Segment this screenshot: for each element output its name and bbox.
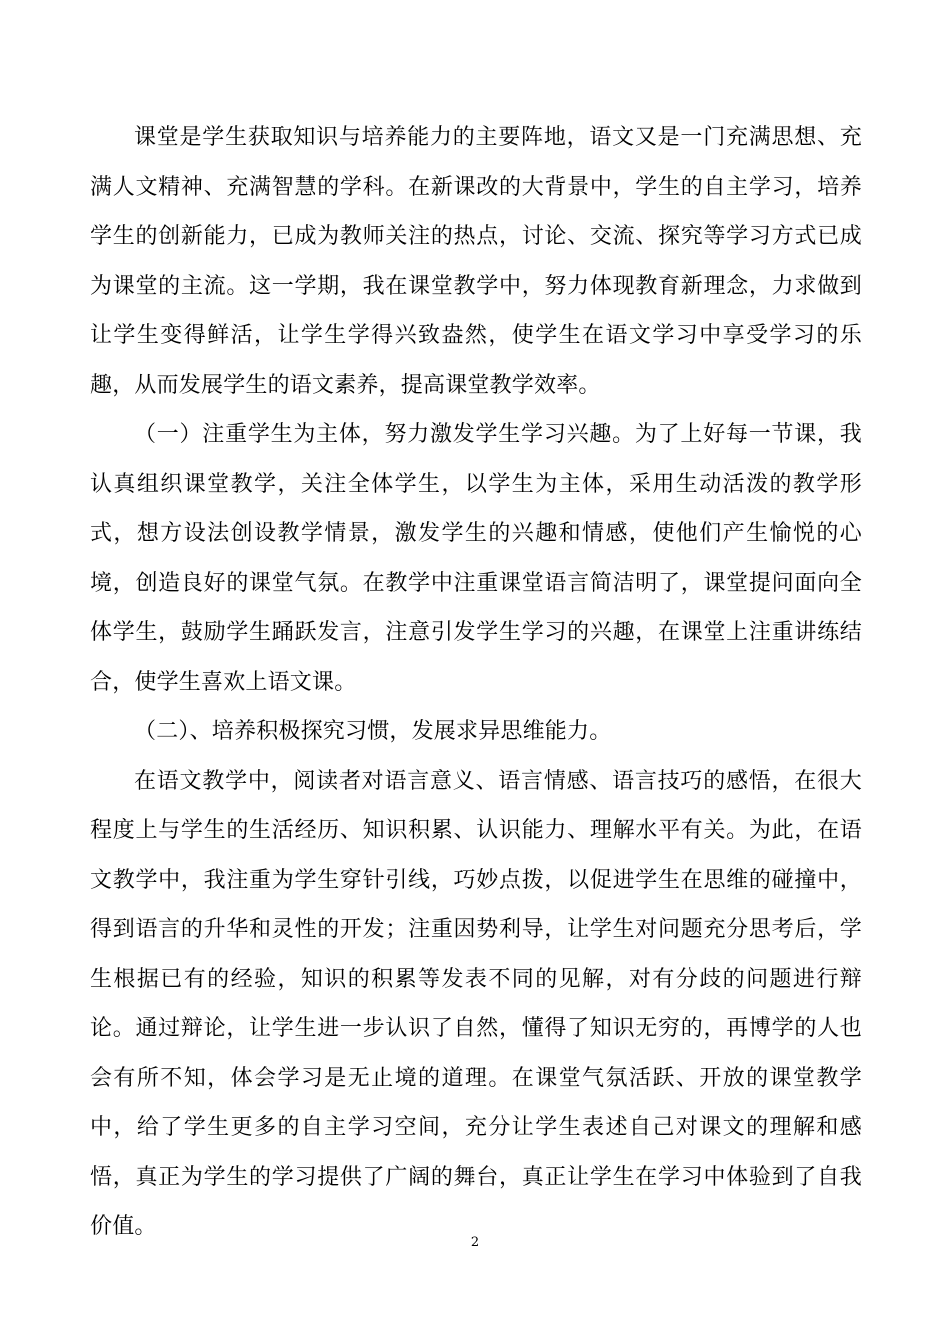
paragraph-section-two-body: 在语文教学中，阅读者对语言意义、语言情感、语言技巧的感悟，在很大程度上与学生的生活经历、知识积累、认识能力、理解水平有关。为此，在语文教学中，我注重为学生穿针引线，巧妙点拨，以促进学生在思维的碰撞中，得到语言的升华和灵性的开发；注重因势利导，让学生对问题充分思考后，学生根据已有的经验，知识的积累等发表不同的见解，对有分歧的问题进行辩论。通过辩论，让学生进一步认识了自然，懂得了知识无穷的，再博学的人也会有所不知，体会学习是无止境的道理。在课堂气氛活跃、开放的课堂教学中，给了学生更多的自主学习空间，充分让学生表述自己对课文的理解和感悟，真正为学生的学习提供了广阔的舞台，真正让学生在学习中体验到了自我价值。 [90,768,862,1239]
paragraph-classroom-intro: 课堂是学生获取知识与培养能力的主要阵地，语文又是一门充满思想、充满人文精神、充满智慧的学科。在新课改的大背景中，学生的自主学习，培养学生的创新能力，已成为教师关注的热点，讨论、交流、探究等学习方式已成为课堂的主流。这一学期，我在课堂教学中，努力体现教育新理念，力求做到让学生变得鲜活，让学生学得兴致盎然，使学生在语文学习中享受学习的乐趣，从而发展学生的语文素养，提高课堂教学效率。 [90,125,862,398]
paragraph-section-one: （一）注重学生为主体，努力激发学生学习兴趣。为了上好每一节课，我认真组织课堂教学，关注全体学生，以学生为主体，采用生动活泼的教学形式，想方设法创设教学情景，激发学生的兴趣和情感，使他们产生愉悦的心境，创造良好的课堂气氛。在教学中注重课堂语言简洁明了，课堂提问面向全体学生，鼓励学生踊跃发言，注意引发学生学习的兴趣，在课堂上注重讲练结合，使学生喜欢上语文课。 [90,422,862,695]
document-body [90,113,862,1252]
paragraph-section-two-heading: （二）、培养积极探究习惯，发展求异思维能力。 [134,719,612,744]
page-number: 2 [470,1235,480,1250]
